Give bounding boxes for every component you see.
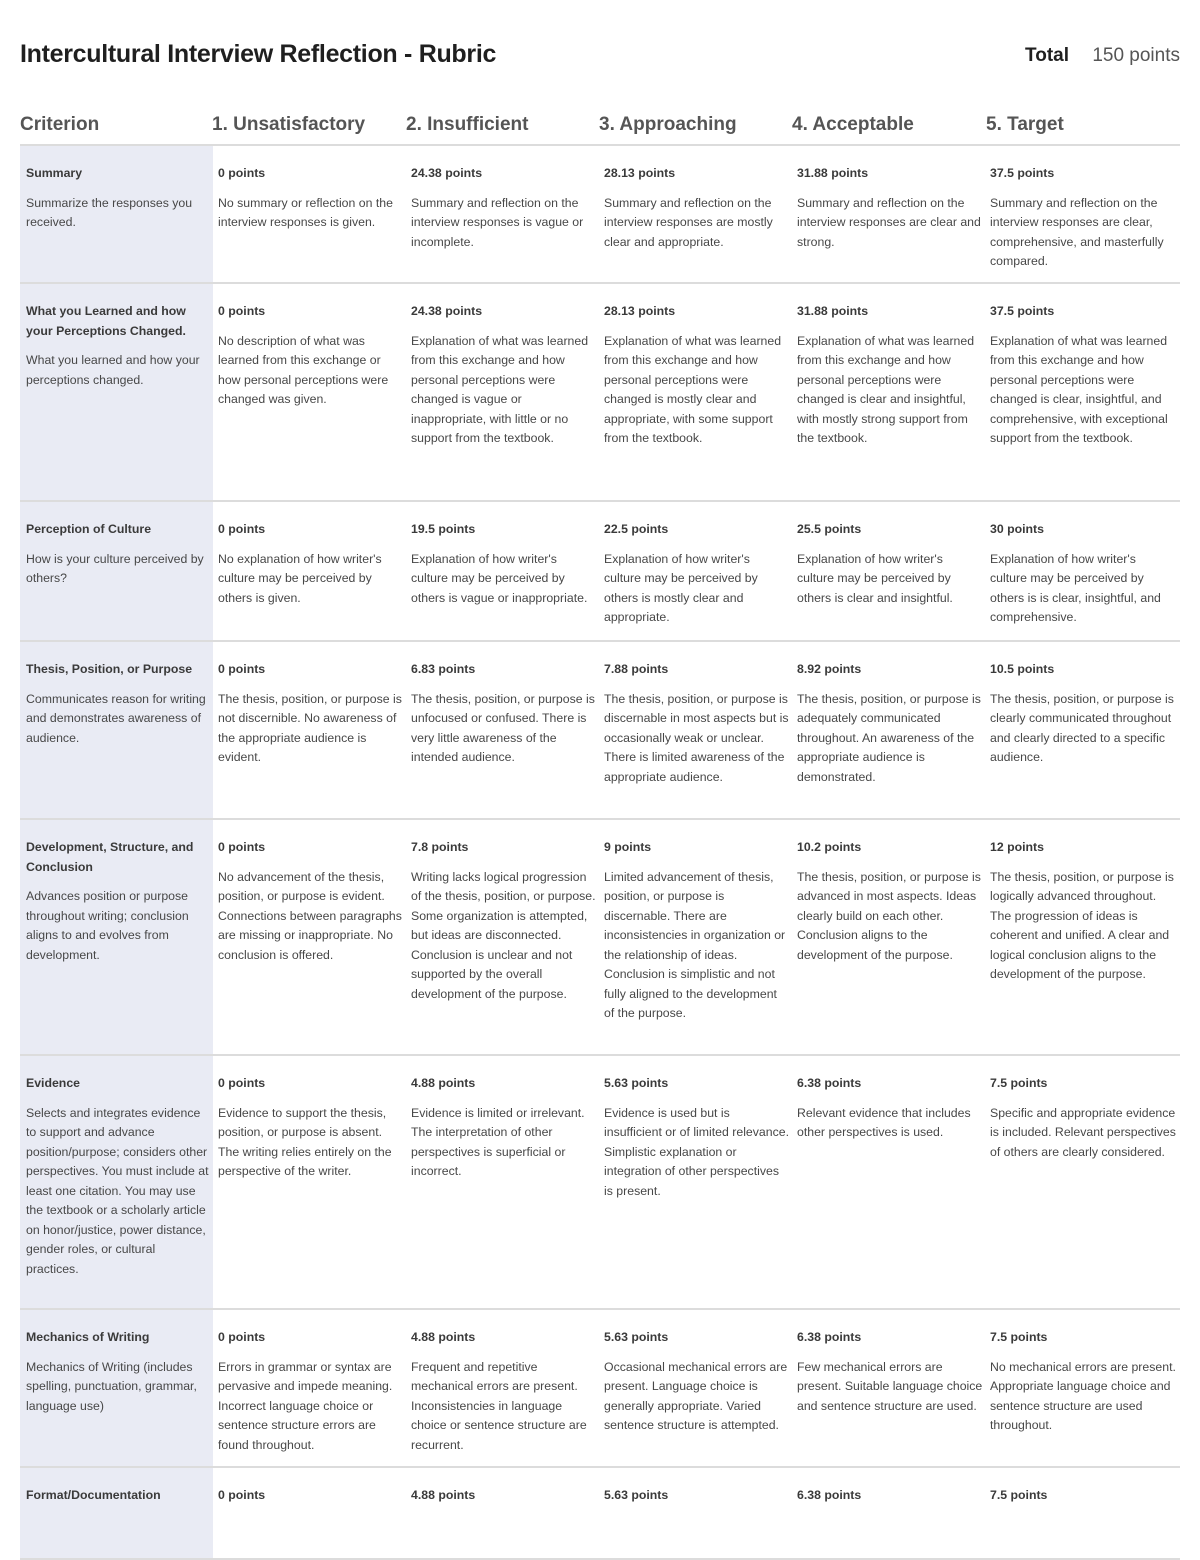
criterion-title: What you Learned and how your Perceptions Changed. (26, 304, 186, 338)
rating-description: Writing lacks logical progression of the thesis, position, or purpose. Some organization is attempted, but ideas are disconnected. Conclusion is unclear and not supported by the overall development of the purpose. (411, 869, 596, 1001)
rubric-row (20, 642, 1180, 820)
rating-cell-level-1 (218, 1486, 404, 1516)
rating-cell-level-4 (797, 1328, 983, 1416)
header-level-1: 1. Unsatisfactory (212, 114, 366, 135)
rating-description: No explanation of how writer's culture may be perceived by others is given. (218, 551, 382, 605)
rating-cell-level-5 (990, 838, 1176, 985)
rating-cell-level-3 (604, 1328, 790, 1436)
rating-description: Explanation of how writer's culture may be perceived by others is vague or inappropriate. (411, 551, 588, 605)
rubric-row (20, 1310, 1180, 1468)
criterion-cell (26, 1074, 210, 1279)
rubric-rows (20, 146, 1180, 1560)
rating-cell-level-1 (218, 164, 404, 233)
rating-points: 24.38 points (411, 304, 483, 318)
rating-description: No description of what was learned from this exchange or how personal perceptions were changed was given. (218, 333, 389, 406)
rating-points: 37.5 points (990, 304, 1055, 318)
rating-points: 0 points (218, 662, 266, 676)
rating-cell-level-1 (218, 660, 404, 768)
rating-points: 8.92 points (797, 662, 862, 676)
rating-description: Explanation of what was learned from this exchange and how personal perceptions were changed is clear, insightful, and comprehensive, with exceptional support from the textbook. (990, 333, 1168, 445)
rating-points: 19.5 points (411, 522, 476, 536)
rating-points: 10.2 points (797, 840, 862, 854)
criterion-title: Development, Structure, and Conclusion (26, 840, 194, 874)
criterion-title: Mechanics of Writing (26, 1330, 150, 1344)
rating-cell-level-5 (990, 1486, 1176, 1516)
rubric-row (20, 284, 1180, 502)
rating-cell-level-5 (990, 520, 1176, 628)
criterion-description: Selects and integrates evidence to support and advance position/purpose; considers other perspectives. You must include at least one citation. You may use the textbook or a scholarly article on honor/justice, power distance, gender roles, or cultural practices. (26, 1105, 209, 1276)
rating-description: The thesis, position, or purpose is unfocused or confused. There is very little awareness of the intended audience. (411, 691, 595, 764)
rating-cell-level-3 (604, 164, 790, 252)
header-level-5: 5. Target (986, 114, 1064, 135)
rating-cell-level-4 (797, 520, 983, 608)
rating-points: 0 points (218, 1076, 266, 1090)
rating-cell-level-2 (411, 520, 597, 608)
rating-description: Summary and reflection on the interview responses are mostly clear and appropriate. (604, 195, 773, 249)
header-level-2: 2. Insufficient (406, 114, 529, 135)
rating-cell-level-5 (990, 660, 1176, 768)
rating-points: 30 points (990, 522, 1044, 536)
rating-description: No mechanical errors are present. Appropriate language choice and sentence structure are used throughout. (990, 1359, 1176, 1432)
criterion-cell (26, 302, 210, 390)
rating-description: Explanation of what was learned from this exchange and how personal perceptions were changed is mostly clear and appropriate, with some support from the textbook. (604, 333, 782, 445)
rating-cell-level-2 (411, 302, 597, 449)
rating-description: Explanation of what was learned from this exchange and how personal perceptions were changed is vague or inappropriate, with little or no support from the textbook. (411, 333, 589, 445)
rating-description: Explanation of how writer's culture may be perceived by others is mostly clear and appropriate. (604, 551, 758, 624)
page-title: Intercultural Interview Reflection - Rubric (20, 40, 497, 68)
rubric-row (20, 502, 1180, 642)
criterion-description: Advances position or purpose throughout writing; conclusion aligns to and evolves from development. (26, 889, 189, 962)
rating-points: 12 points (990, 840, 1044, 854)
rating-cell-level-4 (797, 302, 983, 449)
rating-cell-level-4 (797, 164, 983, 252)
rating-points: 4.88 points (411, 1076, 476, 1090)
rating-points: 10.5 points (990, 662, 1055, 676)
rating-cell-level-1 (218, 1328, 404, 1455)
rating-points: 7.8 points (411, 840, 469, 854)
rating-description: Explanation of how writer's culture may be perceived by others is is clear, insightful, and comprehensive. (990, 551, 1161, 624)
header-level-3: 3. Approaching (599, 114, 737, 135)
rating-cell-level-1 (218, 1074, 404, 1182)
rating-points: 24.38 points (411, 166, 483, 180)
rating-cell-level-3 (604, 660, 790, 787)
rating-cell-level-3 (604, 520, 790, 628)
rating-points: 4.88 points (411, 1488, 476, 1502)
rating-cell-level-2 (411, 660, 597, 768)
rating-points: 6.38 points (797, 1488, 862, 1502)
rating-description: Summary and reflection on the interview responses is vague or incomplete. (411, 195, 584, 249)
total-label: Total (1025, 45, 1070, 66)
rating-description: Few mechanical errors are present. Suitable language choice and sentence structure are used. (797, 1359, 983, 1413)
rating-cell-level-3 (604, 1074, 790, 1201)
rating-cell-level-4 (797, 660, 983, 787)
rating-points: 0 points (218, 166, 266, 180)
total-value: 150 points (1092, 45, 1180, 66)
rating-description: Errors in grammar or syntax are pervasive and impede meaning. Incorrect language choice or sentence structure errors are found throughout. (218, 1359, 393, 1452)
rating-cell-level-2 (411, 1328, 597, 1455)
criterion-cell (26, 1486, 210, 1516)
rubric-header-row (20, 114, 1180, 146)
rating-points: 6.38 points (797, 1330, 862, 1344)
rating-cell-level-2 (411, 1486, 597, 1516)
rating-description: Limited advancement of thesis, position, or purpose is discernable. There are inconsistencies in organization or the relationship of ideas. Conclusion is simplistic and not fully aligned to the development of the purpose. (604, 869, 786, 1020)
rating-description: The thesis, position, or purpose is discernable in most aspects but is occasionally weak or unclear. There is limited awareness of the appropriate audience. (604, 691, 789, 784)
criterion-title: Perception of Culture (26, 522, 152, 536)
criterion-description: What you learned and how your perceptions changed. (26, 353, 200, 387)
rating-points: 5.63 points (604, 1488, 669, 1502)
rating-cell-level-5 (990, 1074, 1176, 1162)
rating-cell-level-5 (990, 302, 1176, 449)
criterion-description: Mechanics of Writing (includes spelling, punctuation, grammar, language use) (26, 1359, 197, 1413)
rating-points: 31.88 points (797, 304, 869, 318)
rating-description: No advancement of the thesis, position, or purpose is evident. Connections between paragraphs are missing or inappropriate. No conclusion is offered. (218, 869, 402, 962)
rating-points: 0 points (218, 1330, 266, 1344)
header-level-4: 4. Acceptable (792, 114, 914, 135)
rating-points: 7.5 points (990, 1330, 1048, 1344)
criterion-cell (26, 838, 210, 965)
rubric-row (20, 1056, 1180, 1310)
rating-description: Specific and appropriate evidence is included. Relevant perspectives of others are clearly considered. (990, 1105, 1176, 1159)
rating-description: Evidence is limited or irrelevant. The interpretation of other perspectives is superficial or incorrect. (411, 1105, 585, 1178)
rating-cell-level-3 (604, 1486, 790, 1516)
rating-points: 37.5 points (990, 166, 1055, 180)
rating-cell-level-1 (218, 838, 404, 965)
rating-points: 25.5 points (797, 522, 862, 536)
criterion-description: Communicates reason for writing and demonstrates awareness of audience. (26, 691, 206, 745)
rating-cell-level-5 (990, 164, 1176, 272)
criterion-cell (26, 164, 210, 233)
rating-points: 6.38 points (797, 1076, 862, 1090)
rating-cell-level-1 (218, 302, 404, 410)
total-points (1025, 45, 1180, 67)
rubric-row (20, 1468, 1180, 1560)
rating-description: Evidence to support the thesis, position, or purpose is absent. The writing relies entirely on the perspective of the writer. (218, 1105, 392, 1178)
rating-points: 7.88 points (604, 662, 669, 676)
rating-description: The thesis, position, or purpose is logically advanced throughout. The progression of ideas is coherent and unified. A clear and logical conclusion aligns to the development of the purpose. (990, 869, 1174, 981)
rating-cell-level-3 (604, 838, 790, 1024)
rating-cell-level-5 (990, 1328, 1176, 1436)
rating-points: 0 points (218, 522, 266, 536)
criterion-description: Summarize the responses you received. (26, 195, 193, 229)
rating-points: 31.88 points (797, 166, 869, 180)
rating-description: No summary or reflection on the interview responses is given. (218, 195, 393, 229)
rating-points: 4.88 points (411, 1330, 476, 1344)
rating-description: Explanation of what was learned from this exchange and how personal perceptions were changed is clear and insightful, with mostly strong support from the textbook. (797, 333, 975, 445)
rating-description: Evidence is used but is insufficient or of limited relevance. Simplistic explanation or integration of other perspectives is present. (604, 1105, 789, 1198)
rating-points: 7.5 points (990, 1076, 1048, 1090)
rating-cell-level-3 (604, 302, 790, 449)
criterion-title: Format/Documentation (26, 1488, 161, 1502)
rating-cell-level-1 (218, 520, 404, 608)
rubric-row (20, 146, 1180, 284)
rating-description: Summary and reflection on the interview responses are clear, comprehensive, and masterfully compared. (990, 195, 1164, 268)
rating-cell-level-2 (411, 164, 597, 252)
rating-cell-level-4 (797, 1486, 983, 1516)
rating-points: 5.63 points (604, 1330, 669, 1344)
rating-description: Frequent and repetitive mechanical errors are present. Inconsistencies in language choice or sentence structure are recurrent. (411, 1359, 587, 1452)
rating-points: 5.63 points (604, 1076, 669, 1090)
rubric-row (20, 820, 1180, 1056)
criterion-title: Thesis, Position, or Purpose (26, 662, 193, 676)
rating-points: 0 points (218, 1488, 266, 1502)
rating-cell-level-4 (797, 838, 983, 965)
rating-description: Explanation of how writer's culture may be perceived by others is clear and insightful. (797, 551, 953, 605)
rating-points: 0 points (218, 840, 266, 854)
rating-description: The thesis, position, or purpose is clearly communicated throughout and clearly directed to a specific audience. (990, 691, 1174, 764)
rating-points: 0 points (218, 304, 266, 318)
criterion-cell (26, 520, 210, 589)
rating-description: The thesis, position, or purpose is not discernible. No awareness of the appropriate audience is evident. (218, 691, 402, 764)
criterion-title: Evidence (26, 1076, 80, 1090)
rating-description: The thesis, position, or purpose is adequately communicated throughout. An awareness of the appropriate audience is demonstrated. (797, 691, 981, 784)
rating-description: Summary and reflection on the interview responses are clear and strong. (797, 195, 981, 249)
rating-points: 7.5 points (990, 1488, 1048, 1502)
criterion-title: Summary (26, 166, 83, 180)
rating-cell-level-2 (411, 1074, 597, 1182)
rating-description: Occasional mechanical errors are present. Language choice is generally appropriate. Varied sentence structure is attempted. (604, 1359, 788, 1432)
rating-cell-level-4 (797, 1074, 983, 1143)
rating-points: 6.83 points (411, 662, 476, 676)
rating-description: The thesis, position, or purpose is advanced in most aspects. Ideas clearly build on each other. Conclusion aligns to the development of the purpose. (797, 869, 981, 962)
rating-description: Relevant evidence that includes other perspectives is used. (797, 1105, 971, 1139)
rating-cell-level-2 (411, 838, 597, 1004)
rating-points: 22.5 points (604, 522, 669, 536)
rating-points: 9 points (604, 840, 652, 854)
header-criterion: Criterion (20, 114, 100, 135)
criterion-cell (26, 660, 210, 748)
rating-points: 28.13 points (604, 304, 676, 318)
criterion-description: How is your culture perceived by others? (26, 551, 204, 585)
rating-points: 28.13 points (604, 166, 676, 180)
criterion-cell (26, 1328, 210, 1416)
